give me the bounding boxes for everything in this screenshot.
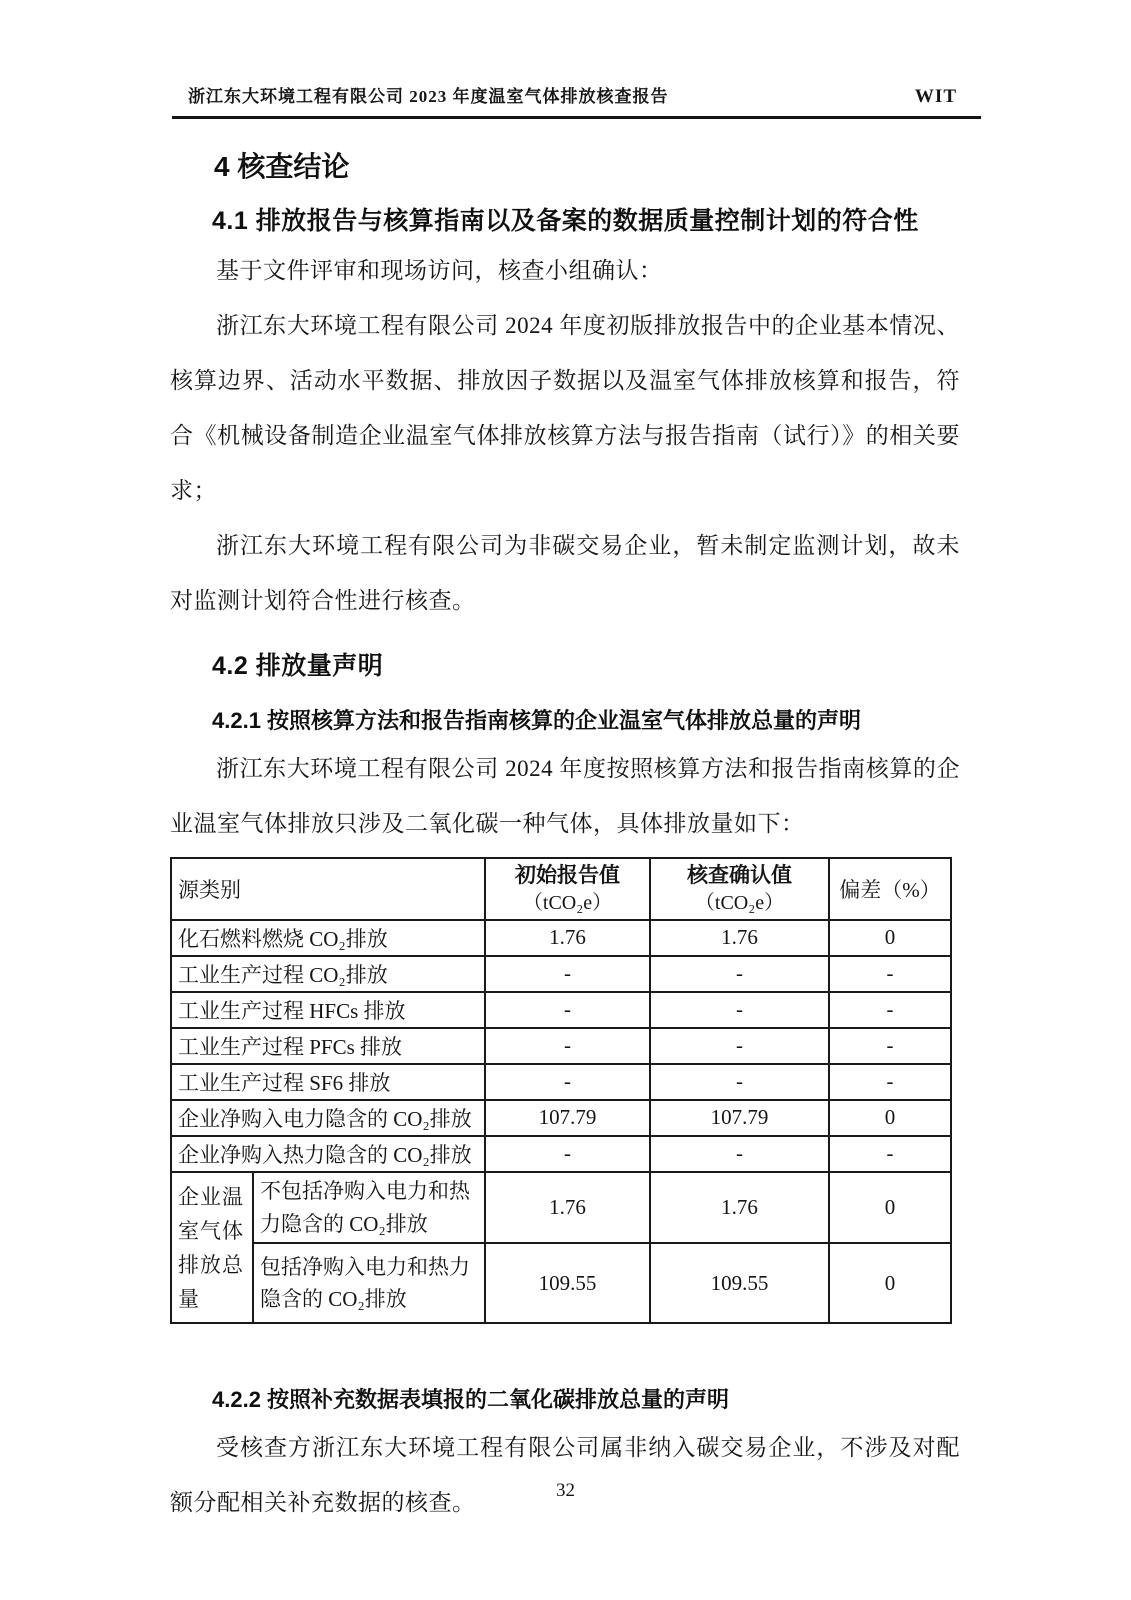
header-initial-label: 初始报告值 — [515, 863, 620, 887]
row-label: 工业生产过程 PFCs 排放 — [171, 1028, 485, 1064]
header-verified-unit: （tCO₂e） — [694, 892, 785, 915]
section-heading-4-1: 4.1 排放报告与核算指南以及备案的数据质量控制计划的符合性 — [212, 206, 919, 235]
row-deviation: 0 — [829, 1243, 951, 1323]
row-verified: - — [650, 1136, 829, 1172]
row-deviation: - — [829, 956, 951, 992]
table-row — [171, 1064, 951, 1100]
table-row — [171, 920, 951, 956]
row-verified: - — [650, 1028, 829, 1064]
section-heading-4-2: 4.2 排放量声明 — [212, 652, 384, 681]
page-header — [172, 82, 981, 108]
paragraph-report-compliance: 浙江东大环境工程有限公司 2024 年度初版排放报告中的企业基本情况、核算边界、活动水平数据、排放因子数据以及温室气体排放核算和报告，符合《机械设备制造企业温室气体排放核算方法与报告指南（试行）》的相关要求； — [170, 313, 960, 504]
row-initial: - — [485, 1136, 650, 1172]
row-deviation: 0 — [829, 1172, 951, 1243]
header-verified-label: 核查确认值 — [687, 863, 792, 887]
row-label: 化石燃料燃烧 CO₂排放 — [171, 920, 485, 956]
row-deviation: - — [829, 1136, 951, 1172]
table-row — [171, 956, 951, 992]
row-label: 工业生产过程 SF6 排放 — [171, 1064, 485, 1100]
row-deviation: - — [829, 1064, 951, 1100]
row-label: 工业生产过程 HFCs 排放 — [171, 992, 485, 1028]
section-heading-4-2-1: 4.2.1 按照核算方法和报告指南核算的企业温室气体排放总量的声明 — [212, 707, 862, 733]
row-verified: 1.76 — [650, 1172, 829, 1243]
paragraph-confirmation-intro: 基于文件评审和现场访问，核查小组确认： — [216, 258, 663, 284]
table-header-row — [171, 858, 951, 920]
table-row — [171, 1028, 951, 1064]
table-row-total-excluding — [171, 1172, 951, 1243]
total-group-label: 企业温室气体排放总量 — [171, 1172, 253, 1323]
row-initial: - — [485, 956, 650, 992]
row-verified: - — [650, 992, 829, 1028]
row-label: 企业净购入电力隐含的 CO₂排放 — [171, 1100, 485, 1136]
paragraph-supplementary-data: 受核查方浙江东大环境工程有限公司属非纳入碳交易企业，不涉及对配额分配相关补充数据的核查。 — [170, 1435, 960, 1516]
row-initial: - — [485, 1064, 650, 1100]
row-label: 不包括净购入电力和热力隐含的 CO₂排放 — [253, 1172, 485, 1243]
header-divider — [172, 116, 981, 119]
row-verified: 107.79 — [650, 1100, 829, 1136]
table-row — [171, 1100, 951, 1136]
page-content — [170, 122, 960, 1530]
page-number: 32 — [556, 1480, 575, 1501]
header-cell-deviation: 偏差（%） — [829, 858, 951, 920]
row-verified: - — [650, 1064, 829, 1100]
header-cell-initial — [485, 858, 650, 920]
paragraph-emission-scope: 浙江东大环境工程有限公司 2024 年度按照核算方法和报告指南核算的企业温室气体排放只涉及二氧化碳一种气体，具体排放量如下： — [170, 755, 960, 836]
row-initial: 1.76 — [485, 1172, 650, 1243]
header-title: 浙江东大环境工程有限公司 2023 年度温室气体排放核查报告 — [188, 87, 669, 106]
header-cell-source: 源类别 — [171, 858, 485, 920]
row-verified: - — [650, 956, 829, 992]
header-initial-unit: （tCO₂e） — [522, 892, 613, 915]
row-label: 工业生产过程 CO₂排放 — [171, 956, 485, 992]
row-verified: 109.55 — [650, 1243, 829, 1323]
section-heading-4-2-2: 4.2.2 按照补充数据表填报的二氧化碳排放总量的声明 — [212, 1387, 730, 1413]
table-row — [171, 992, 951, 1028]
row-deviation: - — [829, 1028, 951, 1064]
row-initial: 107.79 — [485, 1100, 650, 1136]
table-row — [171, 1136, 951, 1172]
section-heading-4: 4 核查结论 — [214, 151, 350, 182]
header-cell-verified — [650, 858, 829, 920]
row-label: 包括净购入电力和热力隐含的 CO₂排放 — [253, 1243, 485, 1323]
paragraph-monitoring-plan: 浙江东大环境工程有限公司为非碳交易企业，暂未制定监测计划，故未对监测计划符合性进行核查。 — [170, 533, 960, 614]
row-verified: 1.76 — [650, 920, 829, 956]
row-initial: - — [485, 1028, 650, 1064]
row-deviation: 0 — [829, 1100, 951, 1136]
row-initial: - — [485, 992, 650, 1028]
row-deviation: 0 — [829, 920, 951, 956]
header-logo: WIT — [914, 86, 957, 107]
row-initial: 109.55 — [485, 1243, 650, 1323]
row-deviation: - — [829, 992, 951, 1028]
table-row-total-including — [171, 1243, 951, 1323]
row-initial: 1.76 — [485, 920, 650, 956]
row-label: 企业净购入热力隐含的 CO₂排放 — [171, 1136, 485, 1172]
emissions-table — [170, 857, 952, 1324]
